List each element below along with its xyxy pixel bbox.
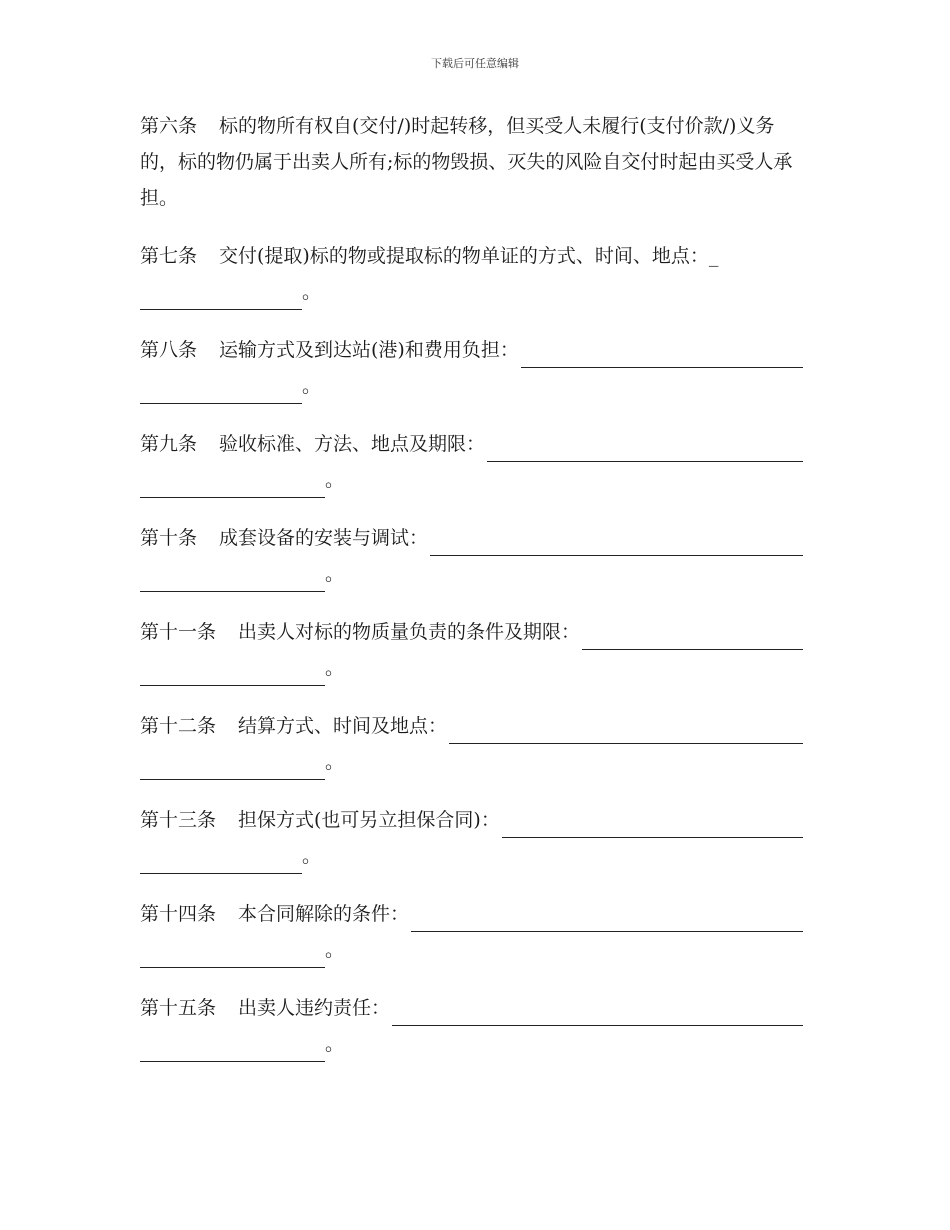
clause-text: 运输方式及到达站(港)和费用负担： [219, 339, 519, 361]
clause-tail: 。 [325, 469, 345, 491]
clause-text: 验收标准、方法、地点及期限： [219, 433, 486, 455]
clause-label: 第九条 [140, 433, 198, 455]
blank-field[interactable] [140, 661, 325, 686]
clause-text: 本合同解除的条件： [238, 903, 410, 925]
clause-6 [140, 108, 803, 216]
page-header: 下载后可任意编辑 [431, 57, 519, 70]
clause-tail: 。 [302, 845, 322, 867]
clause-label: 第十五条 [140, 997, 217, 1019]
blank-field[interactable] [140, 943, 325, 968]
clause-tail: 。 [325, 939, 345, 961]
blank-field[interactable] [582, 625, 803, 650]
blank-field[interactable] [502, 813, 803, 838]
clause-label: 第十三条 [140, 809, 217, 831]
clause-text: 出卖人对标的物质量负责的条件及期限： [238, 621, 581, 643]
clause-10 [140, 520, 803, 592]
blank-field[interactable] [449, 719, 803, 744]
clause-label: 第六条 [140, 115, 198, 137]
clause-14 [140, 896, 803, 968]
document-body [140, 108, 803, 1084]
clause-tail: 。 [302, 375, 322, 397]
blank-field[interactable] [487, 437, 803, 462]
clause-text: 成套设备的安装与调试： [219, 527, 429, 549]
clause-13 [140, 802, 803, 874]
clause-tail: 。 [325, 657, 345, 679]
blank-field[interactable] [430, 531, 803, 556]
blank-field[interactable] [140, 285, 302, 310]
clause-9 [140, 426, 803, 498]
clause-text: 结算方式、时间及地点： [238, 715, 448, 737]
blank-field[interactable] [140, 379, 302, 404]
clause-text: 交付(提取)标的物或提取标的物单证的方式、时间、地点：_ [219, 245, 719, 267]
clause-12 [140, 708, 803, 780]
blank-field[interactable] [140, 849, 302, 874]
clause-15 [140, 990, 803, 1062]
blank-field[interactable] [140, 567, 325, 592]
blank-field[interactable] [392, 1001, 803, 1026]
clause-label: 第十四条 [140, 903, 217, 925]
clause-11 [140, 614, 803, 686]
blank-field[interactable] [140, 1037, 325, 1062]
clause-tail: 。 [302, 281, 322, 303]
clause-tail: 。 [325, 751, 345, 773]
clause-tail: 。 [325, 563, 345, 585]
clause-label: 第十二条 [140, 715, 217, 737]
clause-tail: 。 [325, 1033, 345, 1055]
clause-8 [140, 332, 803, 404]
clause-label: 第八条 [140, 339, 198, 361]
clause-text: 出卖人违约责任： [238, 997, 391, 1019]
clause-label: 第七条 [140, 245, 198, 267]
blank-field[interactable] [140, 473, 325, 498]
clause-label: 第十一条 [140, 621, 217, 643]
clause-7 [140, 238, 803, 310]
blank-field[interactable] [411, 907, 803, 932]
clause-label: 第十条 [140, 527, 198, 549]
blank-field[interactable] [140, 755, 325, 780]
clause-text: 担保方式(也可另立担保合同)： [238, 809, 500, 831]
blank-field[interactable] [521, 343, 803, 368]
clause-text: 标的物所有权自(交付/)时起转移，但买受人未履行(支付价款/)义务的，标的物仍属于出卖人所有;标的物毁损、灭失的风险自交付时起由买受人承担。 [140, 115, 793, 209]
